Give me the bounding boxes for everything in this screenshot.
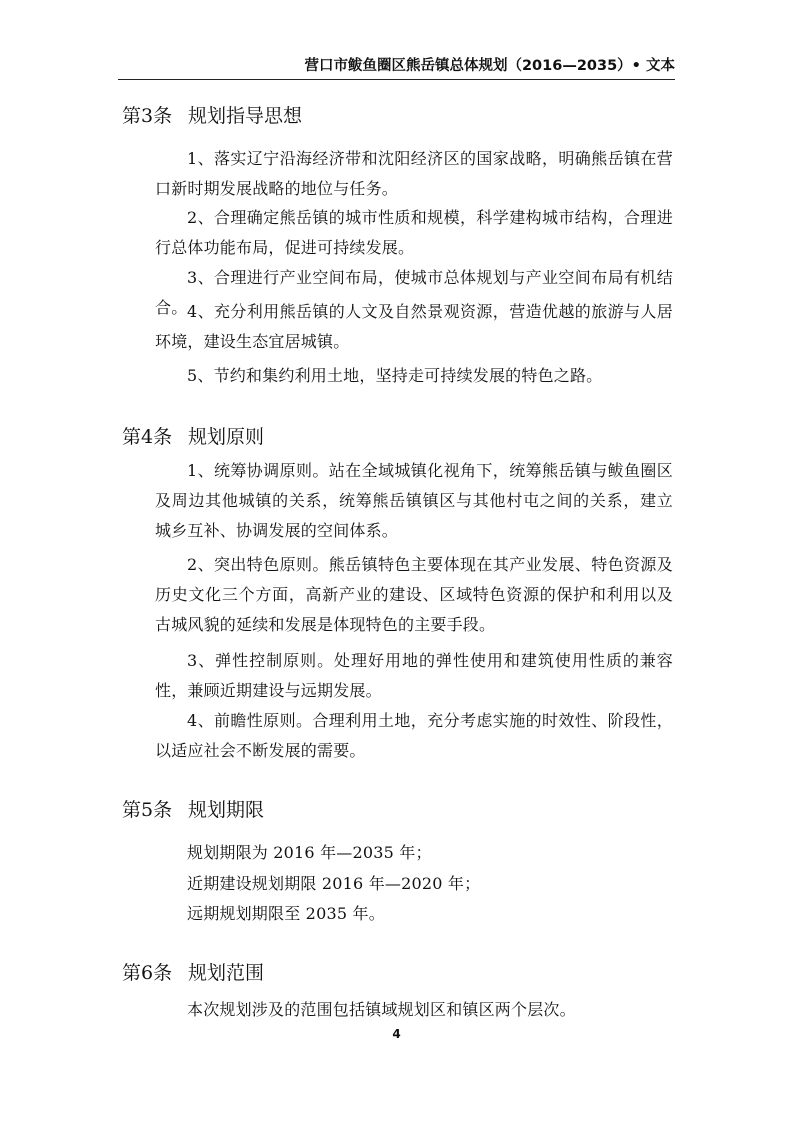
section-heading-5	[122, 795, 662, 825]
paragraph: 1、统筹协调原则。站在全域城镇化视角下，统筹熊岳镇与鲅鱼圈区及周边其他城镇的关系，统筹熊岳镇镇区与其他村屯之间的关系，建立城乡互补、协调发展的空间体系。	[155, 461, 673, 540]
paragraph: 3、合理进行产业空间布局，使城市总体规划与产业空间布局有机结合。	[155, 268, 673, 317]
paragraph: 近期建设规划期限 2016 年—2020 年；	[187, 874, 481, 893]
section-number: 第3条	[122, 105, 173, 127]
section-title: 规划期限	[188, 799, 265, 821]
page-number: 4	[392, 1027, 401, 1041]
paragraph: 5、节约和集约利用土地，坚持走可持续发展的特色之路。	[187, 366, 603, 385]
paragraph: 2、突出特色原则。熊岳镇特色主要体现在其产业发展、特色资源及历史文化三个方面，高新产业的建设、区域特色资源的保护和利用以及古城风貌的延续和发展是体现特色的主要手段。	[155, 555, 673, 634]
paragraph: 4、前瞻性原则。合理利用土地，充分考虑实施的时效性、阶段性，以适应社会不断发展的需要。	[155, 711, 673, 760]
paragraph: 3、弹性控制原则。处理好用地的弹性使用和建筑使用性质的兼容性，兼顾近期建设与远期发展。	[155, 651, 673, 700]
section-heading-4	[122, 422, 662, 452]
paragraph: 规划期限为 2016 年—2035 年；	[187, 843, 432, 862]
paragraph: 4、充分利用熊岳镇的人文及自然景观资源，营造优越的旅游与人居环境，建设生态宜居城镇。	[155, 302, 673, 351]
paragraph: 远期规划期限至 2035 年。	[187, 904, 385, 923]
section-title: 规划指导思想	[188, 105, 303, 127]
paragraph: 2、合理确定熊岳镇的城市性质和规模，科学建构城市结构，合理进行总体功能布局，促进可持续发展。	[155, 208, 673, 257]
section-title: 规划范围	[188, 962, 265, 984]
paragraph: 1、落实辽宁沿海经济带和沈阳经济区的国家战略，明确熊岳镇在营口新时期发展战略的地位与任务。	[155, 149, 673, 198]
page-header: 营口市鲅鱼圈区熊岳镇总体规划（2016—2035）• 文本	[304, 58, 675, 74]
section-number: 第4条	[122, 426, 173, 448]
section-number: 第5条	[122, 799, 173, 821]
header-divider	[118, 79, 675, 80]
section-title: 规划原则	[188, 426, 265, 448]
section-number: 第6条	[122, 962, 173, 984]
section-heading-6	[122, 958, 662, 988]
paragraph: 本次规划涉及的范围包括镇域规划区和镇区两个层次。	[187, 1000, 576, 1019]
section-heading-3	[122, 101, 662, 131]
